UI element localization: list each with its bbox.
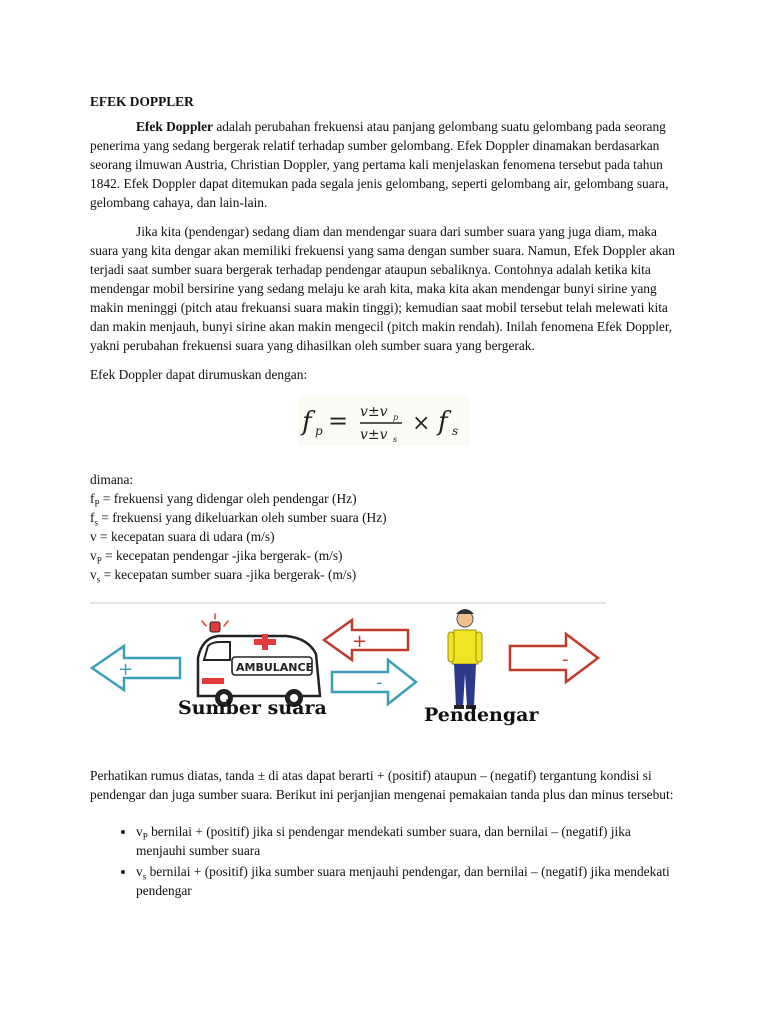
arrow-right-red xyxy=(510,634,598,682)
paragraph-definition xyxy=(90,117,680,212)
definition-item: $v_s$ = kecepatan sumber suara -jika bergerak- (m/s) xyxy=(90,567,357,585)
arrow-mid-blue xyxy=(332,660,416,704)
document-page xyxy=(90,92,680,902)
label-sumber-suara: Sumber suara xyxy=(178,697,327,719)
formula-numerator-sub: p xyxy=(393,413,399,422)
term-efek-doppler: Efek Doppler xyxy=(136,119,213,134)
arrow-top-sign: + xyxy=(352,631,368,652)
definitions-list xyxy=(90,470,680,584)
formula-numerator: v±v xyxy=(360,404,388,420)
arrow-left-sign: + xyxy=(118,659,134,680)
doppler-formula xyxy=(298,396,470,446)
list-item: • $v_P$ bernilai + (positif) jika si pendengar mendekati sumber suara, dan bernilai – (negatif) jika menjauhi sumber suara xyxy=(136,822,680,860)
formula-lhs-sub: p xyxy=(315,424,323,438)
formula-denominator: v±v xyxy=(360,427,388,443)
sign-rules-list xyxy=(90,822,680,900)
document-title: EFEK DOPPLER xyxy=(90,94,194,109)
definition-item: $v_P$ = kecepatan pendengar -jika bergerak- (m/s) xyxy=(90,548,343,566)
formula-times: × xyxy=(412,411,431,436)
arrow-mid-sign: - xyxy=(376,672,383,693)
formula-denominator-sub: s xyxy=(393,435,398,444)
definition-item: $f_P$ = frekuensi yang didengar oleh pendengar (Hz) xyxy=(90,491,357,509)
doppler-illustration xyxy=(90,602,606,742)
paragraph-note: Perhatikan rumus diatas, tanda ± di atas dapat berarti + (positif) ataupun – (negatif) tergantung kondisi si pendengar dan juga sumber suara. Berikut ini perjanjian mengenai pemakaian tanda plus dan minus tersebut: xyxy=(90,768,674,802)
arrow-left-blue xyxy=(92,646,180,690)
arrow-right-sign: - xyxy=(562,649,569,670)
ambulance-label: AMBULANCE xyxy=(236,661,314,674)
formula-intro: Efek Doppler dapat dirumuskan dengan: xyxy=(90,367,308,382)
formula-rhs: f xyxy=(438,407,448,437)
definition-item: $f_s$ = frekuensi yang dikeluarkan oleh sumber suara (Hz) xyxy=(90,510,387,528)
ambulance-icon xyxy=(198,614,320,707)
definitions-intro: dimana: xyxy=(90,472,134,487)
list-item: • $v_s$ bernilai + (positif) jika sumber suara menjauhi pendengar, dan bernilai – (negatif) jika mendekati pendengar xyxy=(136,862,680,900)
person-icon xyxy=(448,609,482,709)
formula-block xyxy=(90,396,680,456)
formula-lhs: f xyxy=(302,407,312,437)
paragraph-example: Jika kita (pendengar) sedang diam dan mendengar suara dari sumber suara yang juga diam, maka suara yang kita dengar akan memiliki frekuensi yang sama dengan sumber suara. Namun, Efek Doppler akan terjadi saat sumber suara bergerak terhadap pendengar ataupun sebaliknya. Contohnya adalah ketika kita mendengar mobil bersirine yang sedang melaju ke arah kita, maka kita akan mendengar bunyi sirine yang makin meninggi (pitch atau frekuansi suara makin tinggi); kemudian saat mobil tersebut telah melewati kita dan makin menjauh, bunyi sirine akan makin mengecil (pitch makin rendah). Inilah fenomena Efek Doppler, yakni perubahan frekuensi suara yang dihasilkan oleh sumber suara yang bergerak. xyxy=(90,224,675,353)
label-pendengar: Pendengar xyxy=(424,704,539,726)
paragraph-definition-text: adalah perubahan frekuensi atau panjang gelombang suatu gelombang pada seorang penerima yang sedang bergerak relatif terhadap sumber gelombang. Efek Doppler dinamakan berdasarkan seorang ilmuwan Austria, Christian Doppler, yang pertama kali menjelaskan fenomena tersebut pada tahun 1842. Efek Doppler dapat ditemukan pada segala jenis gelombang, seperti gelombang air, gelombang suara, gelombang cahaya, dan lain-lain. xyxy=(90,119,669,210)
definition-item: v = kecepatan suara di udara (m/s) xyxy=(90,529,275,544)
formula-equals: = xyxy=(328,407,349,435)
formula-rhs-sub: s xyxy=(452,424,459,438)
